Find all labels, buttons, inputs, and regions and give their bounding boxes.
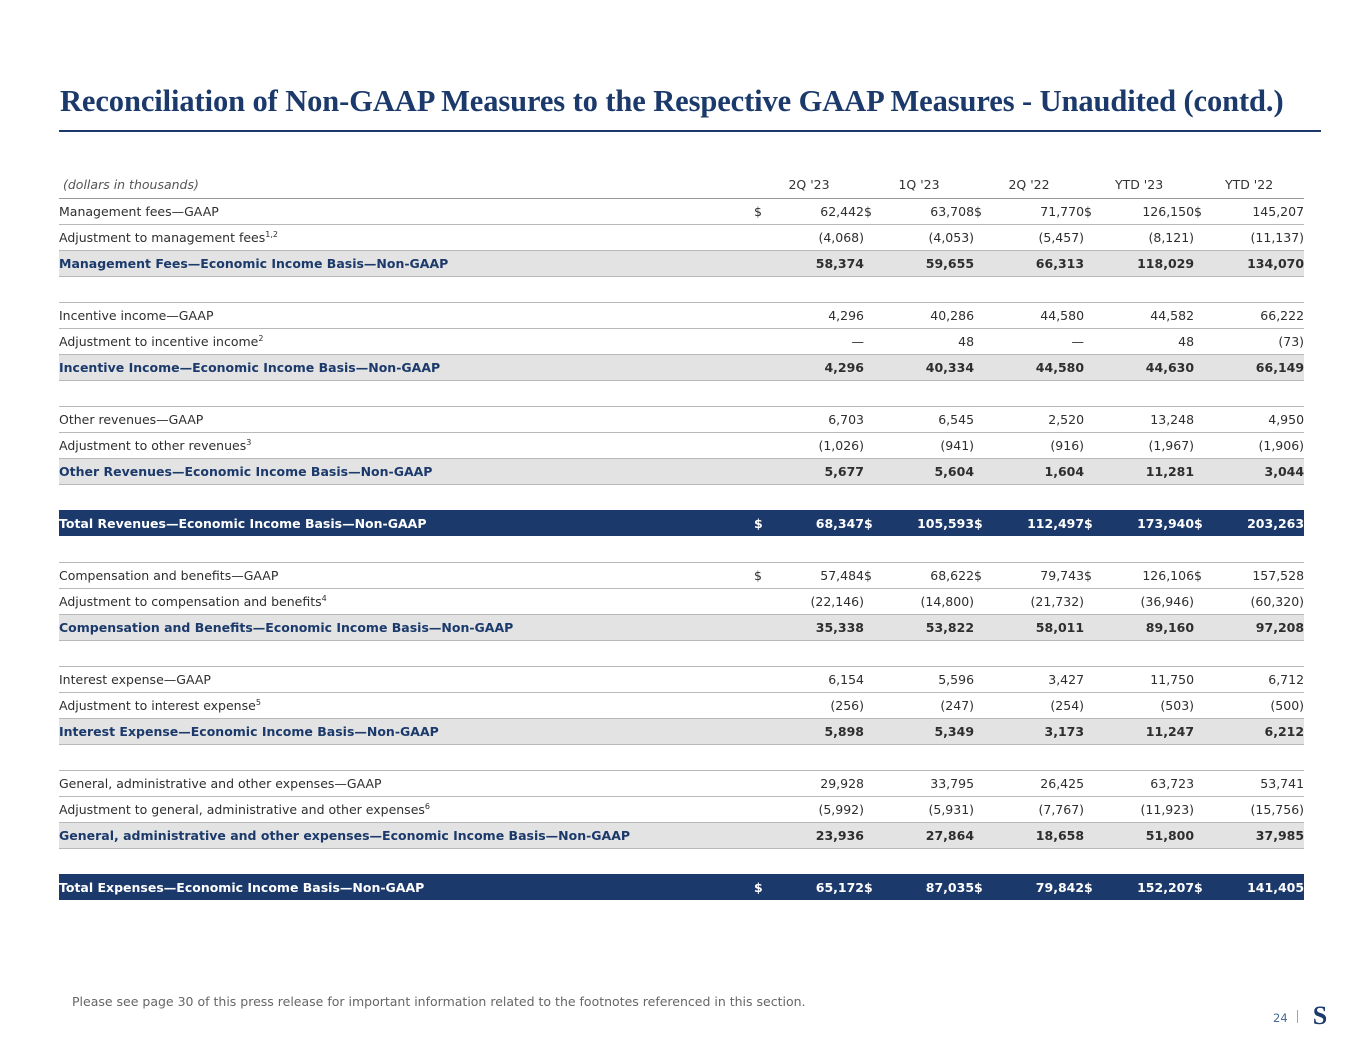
value-cell: 35,338 — [768, 614, 864, 640]
column-header: 1Q '23 — [864, 172, 974, 198]
value-cell: 18,658 — [988, 822, 1084, 848]
currency-symbol — [1194, 666, 1208, 692]
currency-symbol — [754, 614, 768, 640]
currency-symbol — [1084, 692, 1098, 718]
currency-symbol — [1084, 432, 1098, 458]
currency-symbol — [974, 406, 988, 432]
row-label-text: Management Fees—Economic Income Basis—Non-GAAP — [59, 255, 449, 271]
row-label-text: Interest Expense—Economic Income Basis—Non-GAAP — [59, 723, 439, 739]
currency-symbol — [974, 432, 988, 458]
currency-symbol — [864, 822, 878, 848]
currency-symbol: $ — [864, 198, 878, 224]
column-header: 2Q '23 — [754, 172, 864, 198]
value-cell: 6,154 — [768, 666, 864, 692]
value-cell: 68,622 — [878, 562, 974, 588]
currency-symbol: $ — [1194, 510, 1208, 536]
currency-symbol — [864, 224, 878, 250]
value-cell: 44,630 — [1098, 354, 1194, 380]
value-cell: 152,207 — [1098, 874, 1194, 900]
value-cell: 145,207 — [1208, 198, 1304, 224]
column-header: YTD '22 — [1194, 172, 1304, 198]
currency-symbol — [1194, 614, 1208, 640]
value-cell: (941) — [878, 432, 974, 458]
value-cell: 89,160 — [1098, 614, 1194, 640]
value-cell: 6,545 — [878, 406, 974, 432]
row-label-text: Other revenues—GAAP — [59, 411, 204, 427]
currency-symbol — [864, 692, 878, 718]
currency-symbol: $ — [754, 198, 768, 224]
value-cell: (247) — [878, 692, 974, 718]
currency-symbol — [864, 432, 878, 458]
title-divider — [59, 130, 1321, 132]
footnote: Please see page 30 of this press release for important information related to the footnotes referenced in this section. — [72, 994, 806, 1009]
currency-symbol — [864, 302, 878, 328]
row-label — [59, 666, 754, 692]
value-cell: (4,053) — [878, 224, 974, 250]
value-cell: 6,212 — [1208, 718, 1304, 744]
value-cell: 2,520 — [988, 406, 1084, 432]
table-row — [59, 692, 1304, 718]
currency-symbol — [1194, 224, 1208, 250]
row-label — [59, 432, 754, 458]
currency-symbol — [864, 718, 878, 744]
row-label-text: Adjustment to compensation and benefits — [59, 593, 322, 609]
currency-symbol — [754, 224, 768, 250]
currency-symbol — [864, 354, 878, 380]
currency-symbol: $ — [974, 198, 988, 224]
value-cell: 118,029 — [1098, 250, 1194, 276]
currency-symbol — [754, 302, 768, 328]
units-label: (dollars in thousands) — [59, 172, 754, 198]
footnote-ref: 5 — [255, 697, 261, 707]
value-cell: 59,655 — [878, 250, 974, 276]
currency-symbol — [1084, 328, 1098, 354]
currency-symbol — [864, 250, 878, 276]
currency-symbol: $ — [974, 510, 988, 536]
currency-symbol — [1084, 224, 1098, 250]
currency-symbol: $ — [754, 562, 768, 588]
currency-symbol — [754, 328, 768, 354]
value-cell: (15,756) — [1208, 796, 1304, 822]
currency-symbol — [754, 458, 768, 484]
value-cell: 51,800 — [1098, 822, 1194, 848]
subtotal-row — [59, 458, 1304, 484]
table-row — [59, 796, 1304, 822]
value-cell: (22,146) — [768, 588, 864, 614]
row-label-text: Adjustment to other revenues — [59, 437, 247, 453]
value-cell: 141,405 — [1208, 874, 1304, 900]
value-cell: 58,011 — [988, 614, 1084, 640]
table-row — [59, 666, 1304, 692]
value-cell: 4,950 — [1208, 406, 1304, 432]
value-cell: (8,121) — [1098, 224, 1194, 250]
currency-symbol: $ — [1084, 562, 1098, 588]
row-label — [59, 250, 754, 276]
subtotal-row — [59, 250, 1304, 276]
row-label-text: Total Expenses—Economic Income Basis—Non-GAAP — [59, 879, 425, 895]
currency-symbol — [974, 718, 988, 744]
table-row — [59, 770, 1304, 796]
currency-symbol: $ — [864, 510, 878, 536]
value-cell: (254) — [988, 692, 1084, 718]
value-cell: 6,712 — [1208, 666, 1304, 692]
value-cell: (5,457) — [988, 224, 1084, 250]
page-number-divider — [1297, 1010, 1298, 1023]
value-cell: (7,767) — [988, 796, 1084, 822]
subtotal-row — [59, 822, 1304, 848]
currency-symbol — [754, 666, 768, 692]
currency-symbol — [974, 822, 988, 848]
value-cell: 6,703 — [768, 406, 864, 432]
value-cell: 5,596 — [878, 666, 974, 692]
value-cell: 37,985 — [1208, 822, 1304, 848]
row-label-text: Compensation and benefits—GAAP — [59, 567, 279, 583]
currency-symbol — [754, 250, 768, 276]
value-cell: 63,708 — [878, 198, 974, 224]
value-cell: (4,068) — [768, 224, 864, 250]
currency-symbol: $ — [754, 510, 768, 536]
value-cell: 126,150 — [1098, 198, 1194, 224]
value-cell: 112,497 — [988, 510, 1084, 536]
footnote-ref: 1,2 — [265, 229, 278, 239]
table-row — [59, 562, 1304, 588]
value-cell: 105,593 — [878, 510, 974, 536]
value-cell: 65,172 — [768, 874, 864, 900]
row-label — [59, 692, 754, 718]
value-cell: 40,334 — [878, 354, 974, 380]
spacer-row — [59, 640, 1304, 666]
row-label — [59, 354, 754, 380]
row-label — [59, 510, 754, 536]
currency-symbol — [1194, 588, 1208, 614]
currency-symbol: $ — [864, 562, 878, 588]
row-label-text: Adjustment to general, administrative and other expenses — [59, 801, 425, 817]
value-cell: 40,286 — [878, 302, 974, 328]
row-label — [59, 588, 754, 614]
value-cell: 157,528 — [1208, 562, 1304, 588]
currency-symbol: $ — [754, 874, 768, 900]
footnote-ref: 2 — [258, 333, 264, 343]
table-row — [59, 198, 1304, 224]
row-label-text: General, administrative and other expenses—Economic Income Basis—Non-GAAP — [59, 827, 631, 843]
row-label-text: Adjustment to incentive income — [59, 333, 259, 349]
spacer-row — [59, 276, 1304, 302]
footnote-ref: 3 — [246, 437, 252, 447]
table-row — [59, 328, 1304, 354]
value-cell: 97,208 — [1208, 614, 1304, 640]
value-cell: 63,723 — [1098, 770, 1194, 796]
value-cell: (73) — [1208, 328, 1304, 354]
value-cell: 62,442 — [768, 198, 864, 224]
value-cell: 44,582 — [1098, 302, 1194, 328]
value-cell: 53,741 — [1208, 770, 1304, 796]
currency-symbol — [864, 458, 878, 484]
currency-symbol — [1084, 588, 1098, 614]
row-label — [59, 458, 754, 484]
value-cell: 53,822 — [878, 614, 974, 640]
currency-symbol — [864, 770, 878, 796]
value-cell: 33,795 — [878, 770, 974, 796]
value-cell: 126,106 — [1098, 562, 1194, 588]
value-cell: 58,374 — [768, 250, 864, 276]
currency-symbol — [754, 822, 768, 848]
currency-symbol — [1194, 692, 1208, 718]
currency-symbol — [1194, 328, 1208, 354]
value-cell: 66,222 — [1208, 302, 1304, 328]
currency-symbol: $ — [974, 562, 988, 588]
currency-symbol — [974, 666, 988, 692]
currency-symbol — [754, 354, 768, 380]
value-cell: 79,842 — [988, 874, 1084, 900]
currency-symbol: $ — [864, 874, 878, 900]
currency-symbol: $ — [1084, 198, 1098, 224]
table-row — [59, 406, 1304, 432]
currency-symbol — [974, 458, 988, 484]
value-cell: 48 — [878, 328, 974, 354]
currency-symbol — [974, 692, 988, 718]
value-cell: (256) — [768, 692, 864, 718]
value-cell: 3,427 — [988, 666, 1084, 692]
row-label — [59, 406, 754, 432]
currency-symbol — [864, 796, 878, 822]
value-cell: (5,931) — [878, 796, 974, 822]
value-cell: (1,906) — [1208, 432, 1304, 458]
value-cell: 173,940 — [1098, 510, 1194, 536]
spacer-row — [59, 380, 1304, 406]
currency-symbol — [974, 614, 988, 640]
total-row — [59, 510, 1304, 536]
value-cell: 203,263 — [1208, 510, 1304, 536]
currency-symbol — [1084, 614, 1098, 640]
currency-symbol — [1194, 458, 1208, 484]
value-cell: 57,484 — [768, 562, 864, 588]
value-cell: 5,898 — [768, 718, 864, 744]
value-cell: 4,296 — [768, 354, 864, 380]
currency-symbol: $ — [1194, 198, 1208, 224]
value-cell: (11,137) — [1208, 224, 1304, 250]
row-label-text: Incentive Income—Economic Income Basis—Non-GAAP — [59, 359, 441, 375]
page-number: 24 — [1273, 1011, 1288, 1025]
currency-symbol — [1084, 718, 1098, 744]
row-label — [59, 224, 754, 250]
column-header: YTD '23 — [1084, 172, 1194, 198]
value-cell: (11,923) — [1098, 796, 1194, 822]
value-cell: 71,770 — [988, 198, 1084, 224]
value-cell: 5,677 — [768, 458, 864, 484]
spacer-row — [59, 536, 1304, 562]
value-cell: (5,992) — [768, 796, 864, 822]
currency-symbol — [754, 770, 768, 796]
currency-symbol — [1194, 822, 1208, 848]
value-cell: (14,800) — [878, 588, 974, 614]
value-cell: 48 — [1098, 328, 1194, 354]
currency-symbol — [1084, 302, 1098, 328]
currency-symbol — [1194, 796, 1208, 822]
row-label-text: General, administrative and other expenses—GAAP — [59, 775, 382, 791]
value-cell: 11,750 — [1098, 666, 1194, 692]
currency-symbol — [1084, 250, 1098, 276]
value-cell: 79,743 — [988, 562, 1084, 588]
row-label — [59, 874, 754, 900]
currency-symbol — [1084, 458, 1098, 484]
value-cell: 66,313 — [988, 250, 1084, 276]
value-cell: 3,173 — [988, 718, 1084, 744]
value-cell: 44,580 — [988, 302, 1084, 328]
currency-symbol — [974, 302, 988, 328]
subtotal-row — [59, 354, 1304, 380]
value-cell: 13,248 — [1098, 406, 1194, 432]
row-label-text: Other Revenues—Economic Income Basis—Non-GAAP — [59, 463, 433, 479]
value-cell: 4,296 — [768, 302, 864, 328]
row-label-text: Interest expense—GAAP — [59, 671, 211, 687]
value-cell: 29,928 — [768, 770, 864, 796]
currency-symbol — [1084, 822, 1098, 848]
row-label — [59, 302, 754, 328]
value-cell: 134,070 — [1208, 250, 1304, 276]
value-cell: 26,425 — [988, 770, 1084, 796]
spacer-row — [59, 848, 1304, 874]
value-cell: 3,044 — [1208, 458, 1304, 484]
currency-symbol — [974, 770, 988, 796]
total-row — [59, 874, 1304, 900]
footnote-ref: 6 — [424, 801, 430, 811]
footnote-ref: 4 — [321, 593, 327, 603]
currency-symbol — [864, 406, 878, 432]
currency-symbol — [754, 588, 768, 614]
row-label-text: Compensation and Benefits—Economic Income Basis—Non-GAAP — [59, 619, 514, 635]
value-cell: (60,320) — [1208, 588, 1304, 614]
table-row — [59, 432, 1304, 458]
row-label — [59, 770, 754, 796]
value-cell: (500) — [1208, 692, 1304, 718]
table-row — [59, 224, 1304, 250]
currency-symbol — [1194, 432, 1208, 458]
value-cell: 5,349 — [878, 718, 974, 744]
row-label — [59, 198, 754, 224]
currency-symbol — [754, 406, 768, 432]
row-label — [59, 328, 754, 354]
row-label-text: Management fees—GAAP — [59, 203, 219, 219]
value-cell: 87,035 — [878, 874, 974, 900]
subtotal-row — [59, 718, 1304, 744]
value-cell: (36,946) — [1098, 588, 1194, 614]
row-label — [59, 796, 754, 822]
currency-symbol: $ — [1194, 562, 1208, 588]
currency-symbol — [754, 432, 768, 458]
currency-symbol: $ — [974, 874, 988, 900]
currency-symbol — [1084, 354, 1098, 380]
row-label — [59, 614, 754, 640]
currency-symbol — [1194, 406, 1208, 432]
value-cell: 1,604 — [988, 458, 1084, 484]
value-cell: 66,149 — [1208, 354, 1304, 380]
currency-symbol — [1084, 406, 1098, 432]
value-cell: 27,864 — [878, 822, 974, 848]
table-header-row — [59, 172, 1304, 198]
value-cell: 11,247 — [1098, 718, 1194, 744]
row-label — [59, 562, 754, 588]
currency-symbol — [864, 666, 878, 692]
currency-symbol — [864, 588, 878, 614]
currency-symbol — [1194, 302, 1208, 328]
row-label-text: Incentive income—GAAP — [59, 307, 214, 323]
table-row — [59, 302, 1304, 328]
currency-symbol: $ — [1194, 874, 1208, 900]
row-label — [59, 718, 754, 744]
row-label-text: Adjustment to interest expense — [59, 697, 256, 713]
currency-symbol — [1194, 718, 1208, 744]
row-label-text: Total Revenues—Economic Income Basis—Non-GAAP — [59, 515, 427, 531]
currency-symbol — [864, 614, 878, 640]
currency-symbol — [754, 796, 768, 822]
spacer-row — [59, 744, 1304, 770]
currency-symbol — [1194, 770, 1208, 796]
currency-symbol — [754, 718, 768, 744]
value-cell: 11,281 — [1098, 458, 1194, 484]
value-cell: (1,026) — [768, 432, 864, 458]
table-row — [59, 588, 1304, 614]
value-cell: (503) — [1098, 692, 1194, 718]
value-cell: — — [768, 328, 864, 354]
page-title: Reconciliation of Non-GAAP Measures to the Respective GAAP Measures - Unaudited (contd.) — [60, 84, 1284, 118]
row-label — [59, 822, 754, 848]
value-cell: — — [988, 328, 1084, 354]
currency-symbol — [974, 796, 988, 822]
currency-symbol — [864, 328, 878, 354]
currency-symbol — [974, 588, 988, 614]
currency-symbol: $ — [1084, 510, 1098, 536]
currency-symbol: $ — [1084, 874, 1098, 900]
currency-symbol — [974, 224, 988, 250]
value-cell: 68,347 — [768, 510, 864, 536]
value-cell: (1,967) — [1098, 432, 1194, 458]
value-cell: (916) — [988, 432, 1084, 458]
currency-symbol — [974, 328, 988, 354]
value-cell: (21,732) — [988, 588, 1084, 614]
spacer-row — [59, 484, 1304, 510]
currency-symbol — [974, 354, 988, 380]
reconciliation-table — [59, 172, 1304, 900]
currency-symbol — [1194, 354, 1208, 380]
company-logo — [1309, 1000, 1331, 1030]
logo-letter: S — [1312, 1001, 1328, 1030]
currency-symbol — [1084, 666, 1098, 692]
value-cell: 23,936 — [768, 822, 864, 848]
column-header: 2Q '22 — [974, 172, 1084, 198]
currency-symbol — [754, 692, 768, 718]
currency-symbol — [1084, 796, 1098, 822]
subtotal-row — [59, 614, 1304, 640]
row-label-text: Adjustment to management fees — [59, 229, 266, 245]
currency-symbol — [974, 250, 988, 276]
currency-symbol — [1084, 770, 1098, 796]
value-cell: 44,580 — [988, 354, 1084, 380]
value-cell: 5,604 — [878, 458, 974, 484]
currency-symbol — [1194, 250, 1208, 276]
